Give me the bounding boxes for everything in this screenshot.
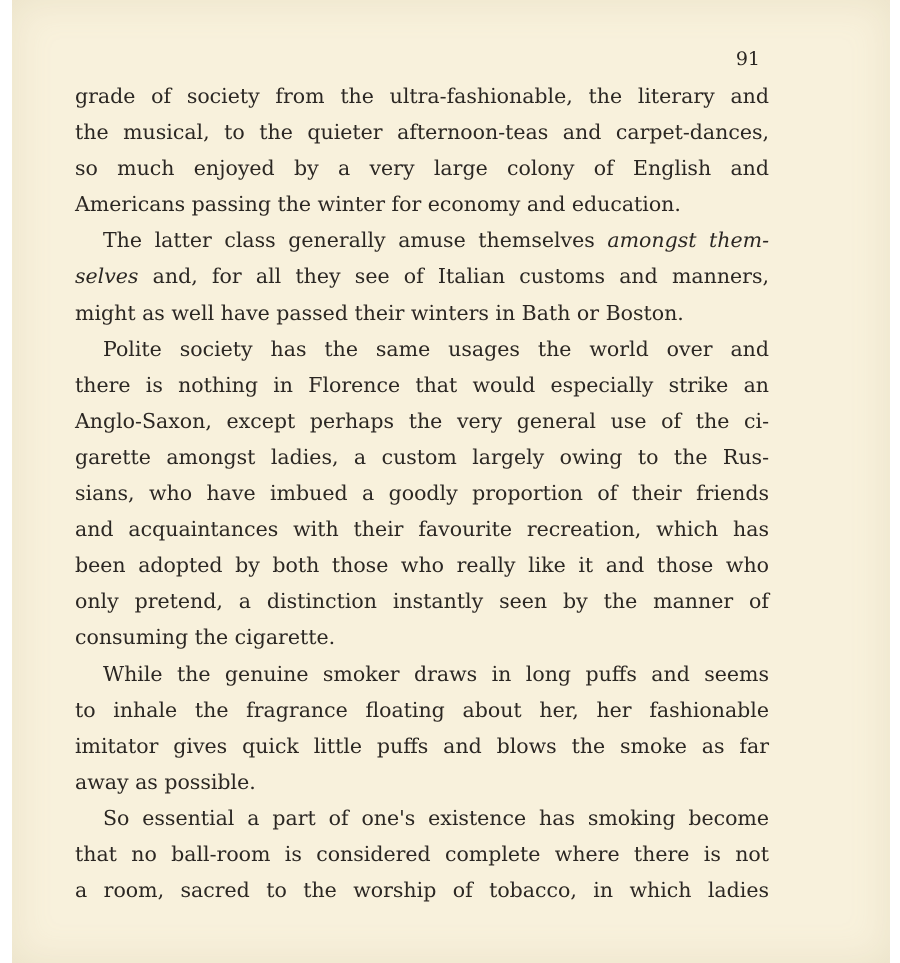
italic-text: amongst them-: [607, 228, 769, 253]
text-line: imitator gives quick little puffs and blows the smoke as far: [75, 733, 769, 758]
text-line: Americans passing the winter for economy and education.: [75, 192, 681, 217]
book-page: [12, 0, 890, 963]
italic-text: selves: [75, 264, 139, 289]
text-line: [75, 222, 769, 258]
text-line: to inhale the fragrance floating about her, her fashionable: [75, 697, 769, 722]
text-line: might as well have passed their winters in Bath or Boston.: [75, 300, 684, 325]
text-line: consuming the cigarette.: [75, 625, 336, 650]
text-line: Anglo-Saxon, except perhaps the very general use of the ci-: [75, 408, 769, 433]
text-line: So essential a part of one's existence has smoking become: [103, 805, 769, 830]
text-line: the musical, to the quieter afternoon-teas and carpet-dances,: [75, 120, 769, 145]
text-line: only pretend, a distinction instantly seen by the manner of: [75, 589, 769, 614]
text-line: grade of society from the ultra-fashionable, the literary and: [75, 84, 769, 108]
text-segment: and, for all they see of Italian customs and manners,: [138, 264, 769, 289]
page-number: 91: [735, 48, 760, 70]
body-text: [75, 78, 769, 908]
text-line: that no ball-room is considered complete where there is not: [75, 841, 769, 866]
text-segment: The latter class generally amuse themselves: [103, 228, 608, 253]
text-line: there is nothing in Florence that would especially strike an: [75, 372, 769, 397]
text-line: a room, sacred to the worship of tobacco, in which ladies: [75, 878, 769, 903]
text-line: away as possible.: [75, 769, 256, 794]
text-line: Polite society has the same usages the world over and: [103, 336, 769, 361]
text-line: been adopted by both those who really like it and those who: [75, 553, 769, 578]
text-line: While the genuine smoker draws in long puffs and seems: [103, 661, 769, 686]
text-line: [75, 258, 769, 294]
text-line: sians, who have imbued a goodly proportion of their friends: [75, 481, 769, 506]
text-line: and acquaintances with their favourite recreation, which has: [75, 517, 769, 542]
text-line: garette amongst ladies, a custom largely owing to the Rus-: [75, 444, 769, 469]
text-line: so much enjoyed by a very large colony of English and: [75, 156, 769, 181]
